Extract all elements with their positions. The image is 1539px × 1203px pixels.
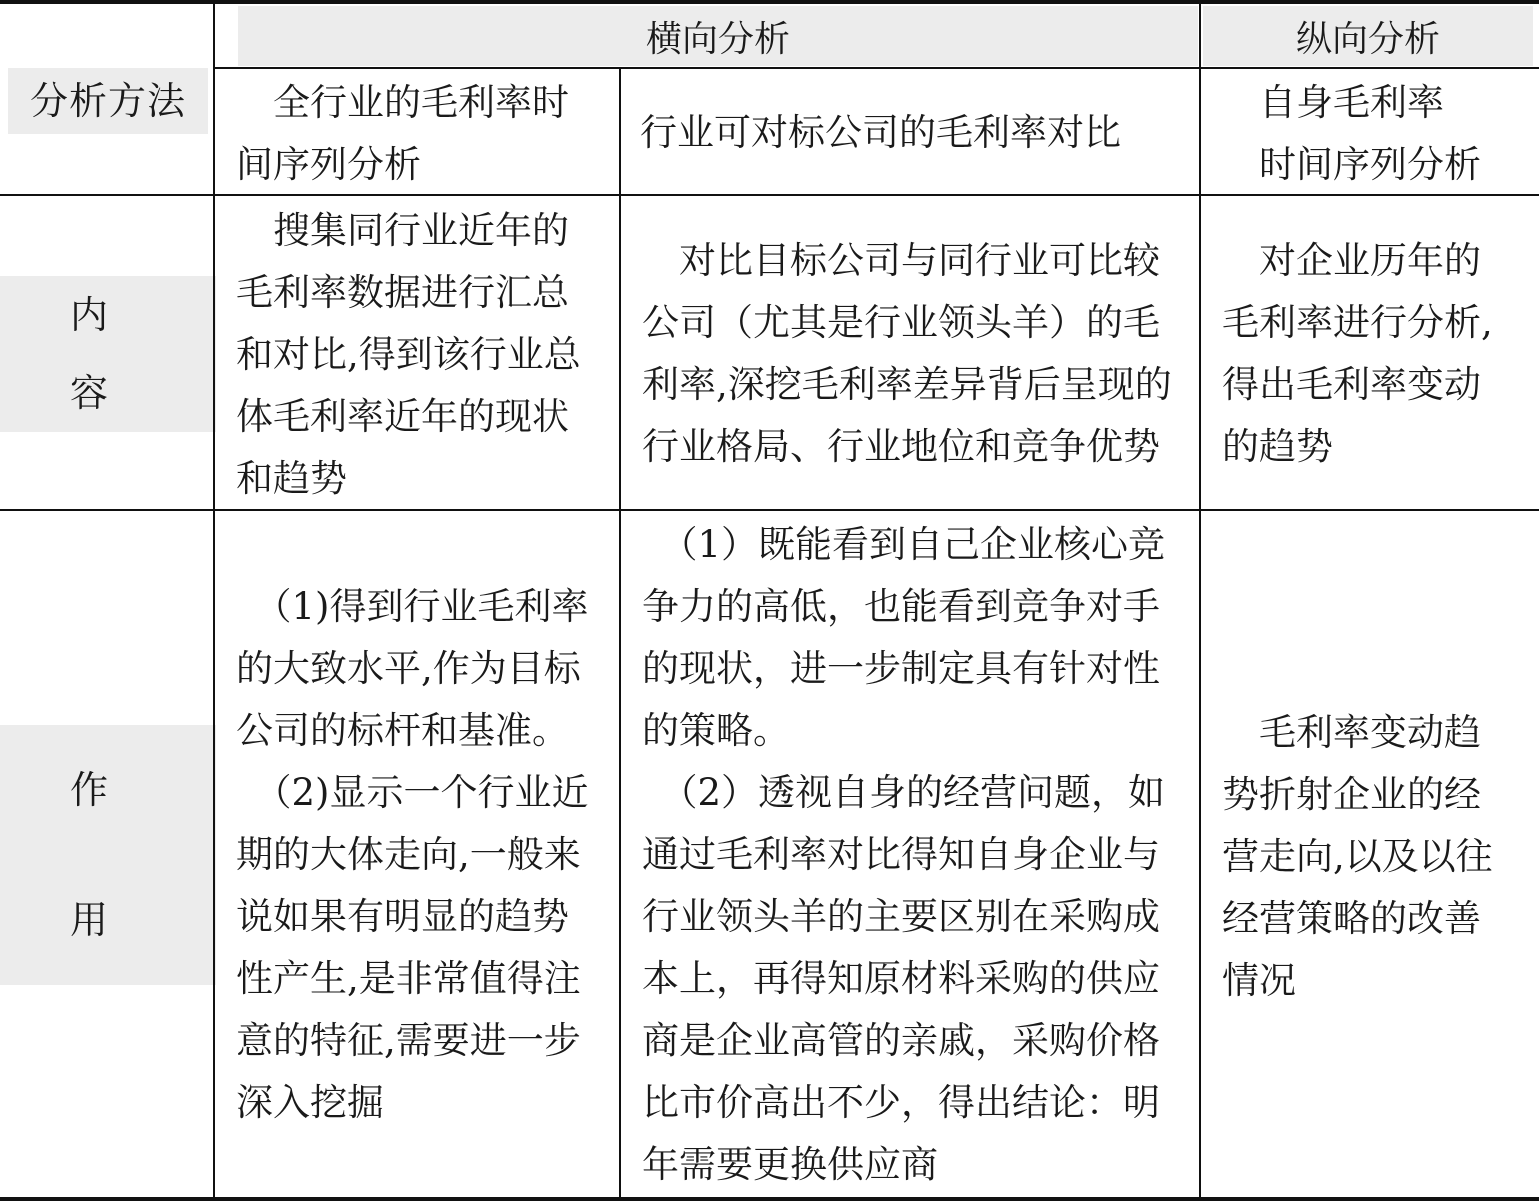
row-header-role-label: 作用: [0, 725, 216, 985]
role-self-time-series: 毛利率变动趋 势折射企业的经 营走向,以及以往 经营策略的改善 情况: [1222, 711, 1493, 1002]
row-header-method: [0, 0, 216, 196]
row-header-method-label: 分析方法: [8, 68, 208, 134]
subheader-self-time-series: 自身毛利率 时间序列分析: [1258, 81, 1481, 186]
table-top-border: [0, 0, 1539, 4]
col-divider-3: [1199, 0, 1201, 1201]
row-header-content-label: 内容: [0, 276, 216, 432]
row-header-role: [0, 512, 216, 1198]
content-self-time-series: 对企业历年的 毛利率进行分析, 得出毛利率变动 的趋势: [1222, 239, 1493, 468]
table-bottom-border: [0, 1197, 1539, 1201]
role-peer-comparison: （1）既能看到自己企业核心竞 争力的高低，也能看到竞争对手 的现状，进一步制定具有针对性 的策略。 （2）透视自身的经营问题，如 通过毛利率对比得知自身企业与 行业领头羊的主要区别在采购成 本上，再得知原材料采购的供应 商是企业高管的亲戚，采购价格 比市价高出不少，得出结论：明 年需要更换供应商: [642, 523, 1166, 1186]
content-peer-comparison: 对比目标公司与同行业可比较 公司（尤其是行业领头羊）的毛 利率,深挖毛利率差异背后呈现的 行业格局、行业地位和竞争优势: [642, 239, 1172, 468]
group-header-divider: [214, 67, 1539, 69]
subheader-industry-time-series: 全行业的毛利率时 间序列分析: [236, 81, 569, 186]
role-industry-time-series: （1)得到行业毛利率 的大致水平,作为目标 公司的标杆和基准。 （2)显示一个行业近 期的大体走向,一般来 说如果有明显的趋势 性产生,是非常值得注 意的特征,需要进一步 深入挖掘: [236, 585, 589, 1124]
group-header-horizontal: [238, 6, 1198, 66]
group-header-vertical-label: 纵向分析: [1295, 18, 1440, 60]
col-divider-2: [619, 68, 621, 1201]
group-header-horizontal-label: 横向分析: [645, 18, 790, 60]
row-divider-1: [0, 194, 1539, 196]
row-divider-2: [0, 509, 1539, 511]
group-header-vertical: [1203, 6, 1533, 66]
col-divider-1: [213, 0, 215, 1201]
content-industry-time-series: 搜集同行业近年的 毛利率数据进行汇总 和对比,得到该行业总 体毛利率近年的现状 和趋势: [236, 209, 581, 500]
row-header-content: [0, 196, 216, 512]
subheader-peer-comparison: 行业可对标公司的毛利率对比: [640, 111, 1121, 154]
